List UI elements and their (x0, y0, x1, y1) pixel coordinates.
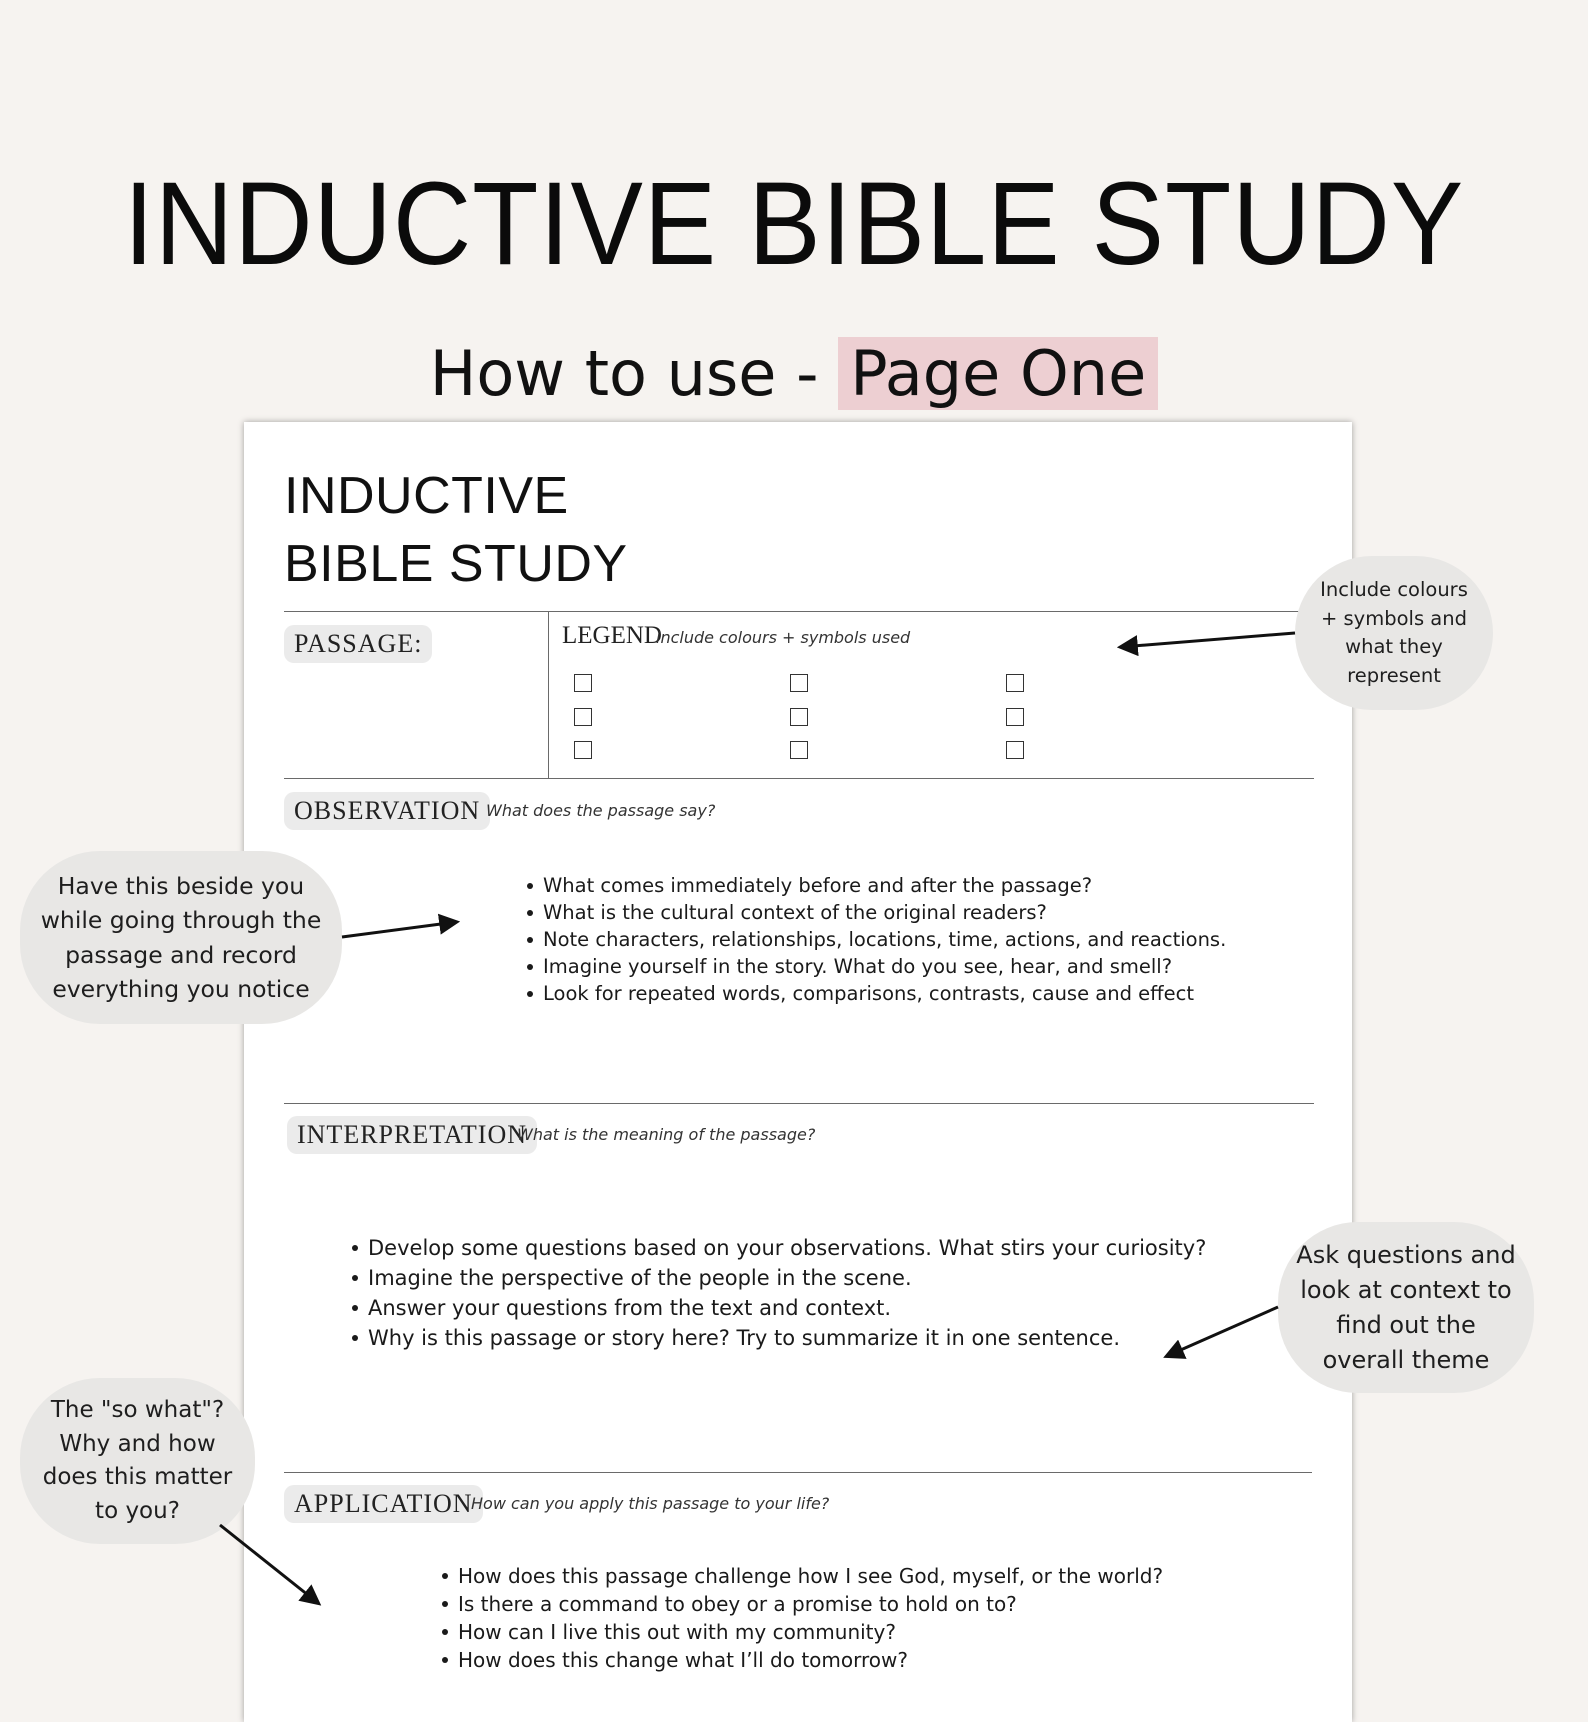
application-label: APPLICATION (284, 1485, 483, 1523)
worksheet-title (284, 462, 628, 598)
passage-label: PASSAGE: (284, 625, 432, 663)
legend-checkbox[interactable] (574, 741, 592, 759)
callout-legend-line: what they (1345, 635, 1443, 658)
interpretation-questions (351, 1233, 1206, 1353)
interpretation-hint: What is the meaning of the passage? (517, 1125, 816, 1144)
subtitle-prefix: How to use - (429, 337, 819, 410)
callout-legend-line: + symbols and (1320, 606, 1467, 630)
callout-application-line: The "so what"? (50, 1397, 225, 1423)
callout-interpretation-line: find out the (1336, 1310, 1476, 1339)
application-questions (441, 1562, 1163, 1674)
interpretation-label: INTERPRETATION (287, 1116, 537, 1154)
legend-hint: include colours + symbols used (656, 628, 911, 647)
list-item: Look for repeated words, comparisons, contrasts, cause and effect (526, 980, 1226, 1007)
legend-checkbox[interactable] (790, 741, 808, 759)
callout-interpretation-line: overall theme (1322, 1345, 1490, 1374)
observation-questions (526, 872, 1226, 1007)
list-item: How does this passage challenge how I see God, myself, or the world? (441, 1562, 1163, 1590)
list-item: Imagine the perspective of the people in the scene. (351, 1263, 1206, 1293)
callout-interpretation-line: look at context to (1300, 1275, 1512, 1304)
application-hint: How can you apply this passage to your life? (471, 1494, 830, 1513)
list-item: Answer your questions from the text and context. (351, 1293, 1206, 1323)
legend-checkbox[interactable] (574, 708, 592, 726)
callout-application (20, 1378, 255, 1544)
list-item: Why is this passage or story here? Try to summarize it in one sentence. (351, 1323, 1206, 1353)
divider-observation (284, 778, 1314, 779)
list-item: Imagine yourself in the story. What do you see, hear, and smell? (526, 953, 1226, 980)
page-title: INDUCTIVE BIBLE STUDY (123, 158, 1465, 290)
legend-checkbox[interactable] (790, 674, 808, 692)
subtitle-highlight: Page One (838, 337, 1158, 410)
list-item: How does this change what I’ll do tomorrow? (441, 1646, 1163, 1674)
divider-application (284, 1472, 1312, 1473)
legend-checkbox[interactable] (1006, 674, 1024, 692)
legend-checkbox[interactable] (790, 708, 808, 726)
worksheet-title-line-1: INDUCTIVE (284, 467, 569, 525)
callout-legend (1295, 556, 1493, 710)
callout-legend-line: represent (1347, 663, 1441, 687)
observation-label: OBSERVATION (284, 792, 490, 830)
callout-legend-line: Include colours (1320, 578, 1468, 601)
observation-hint: What does the passage say? (486, 801, 716, 820)
callout-observation-line: passage and record (65, 940, 297, 969)
legend-label: LEGEND (562, 622, 662, 649)
callout-application-line: does this matter (42, 1464, 233, 1490)
divider-interpretation (284, 1103, 1314, 1104)
worksheet-title-line-2: BIBLE STUDY (284, 535, 628, 593)
legend-checkbox[interactable] (1006, 708, 1024, 726)
callout-observation-line: while going through the (40, 906, 322, 934)
list-item: Is there a command to obey or a promise to hold on to? (441, 1590, 1163, 1618)
callout-observation-line: everything you notice (52, 975, 310, 1003)
list-item: What comes immediately before and after the passage? (526, 872, 1226, 899)
callout-application-line: to you? (95, 1497, 180, 1524)
page-subtitle (0, 332, 1588, 416)
callout-application-line: Why and how (59, 1430, 216, 1457)
callout-observation-line: Have this beside you (57, 871, 305, 900)
callout-interpretation-line: Ask questions and (1296, 1240, 1516, 1269)
legend-checkbox[interactable] (1006, 741, 1024, 759)
divider-passage-legend (548, 611, 549, 778)
worksheet-preview (244, 422, 1352, 1722)
legend-checkbox[interactable] (574, 674, 592, 692)
callout-interpretation (1278, 1222, 1534, 1393)
divider-top (284, 611, 1354, 612)
list-item: How can I live this out with my community? (441, 1618, 1163, 1646)
list-item: Note characters, relationships, locations, time, actions, and reactions. (526, 926, 1226, 953)
list-item: What is the cultural context of the original readers? (526, 899, 1226, 926)
callout-observation (20, 851, 342, 1024)
list-item: Develop some questions based on your observations. What stirs your curiosity? (351, 1233, 1206, 1263)
